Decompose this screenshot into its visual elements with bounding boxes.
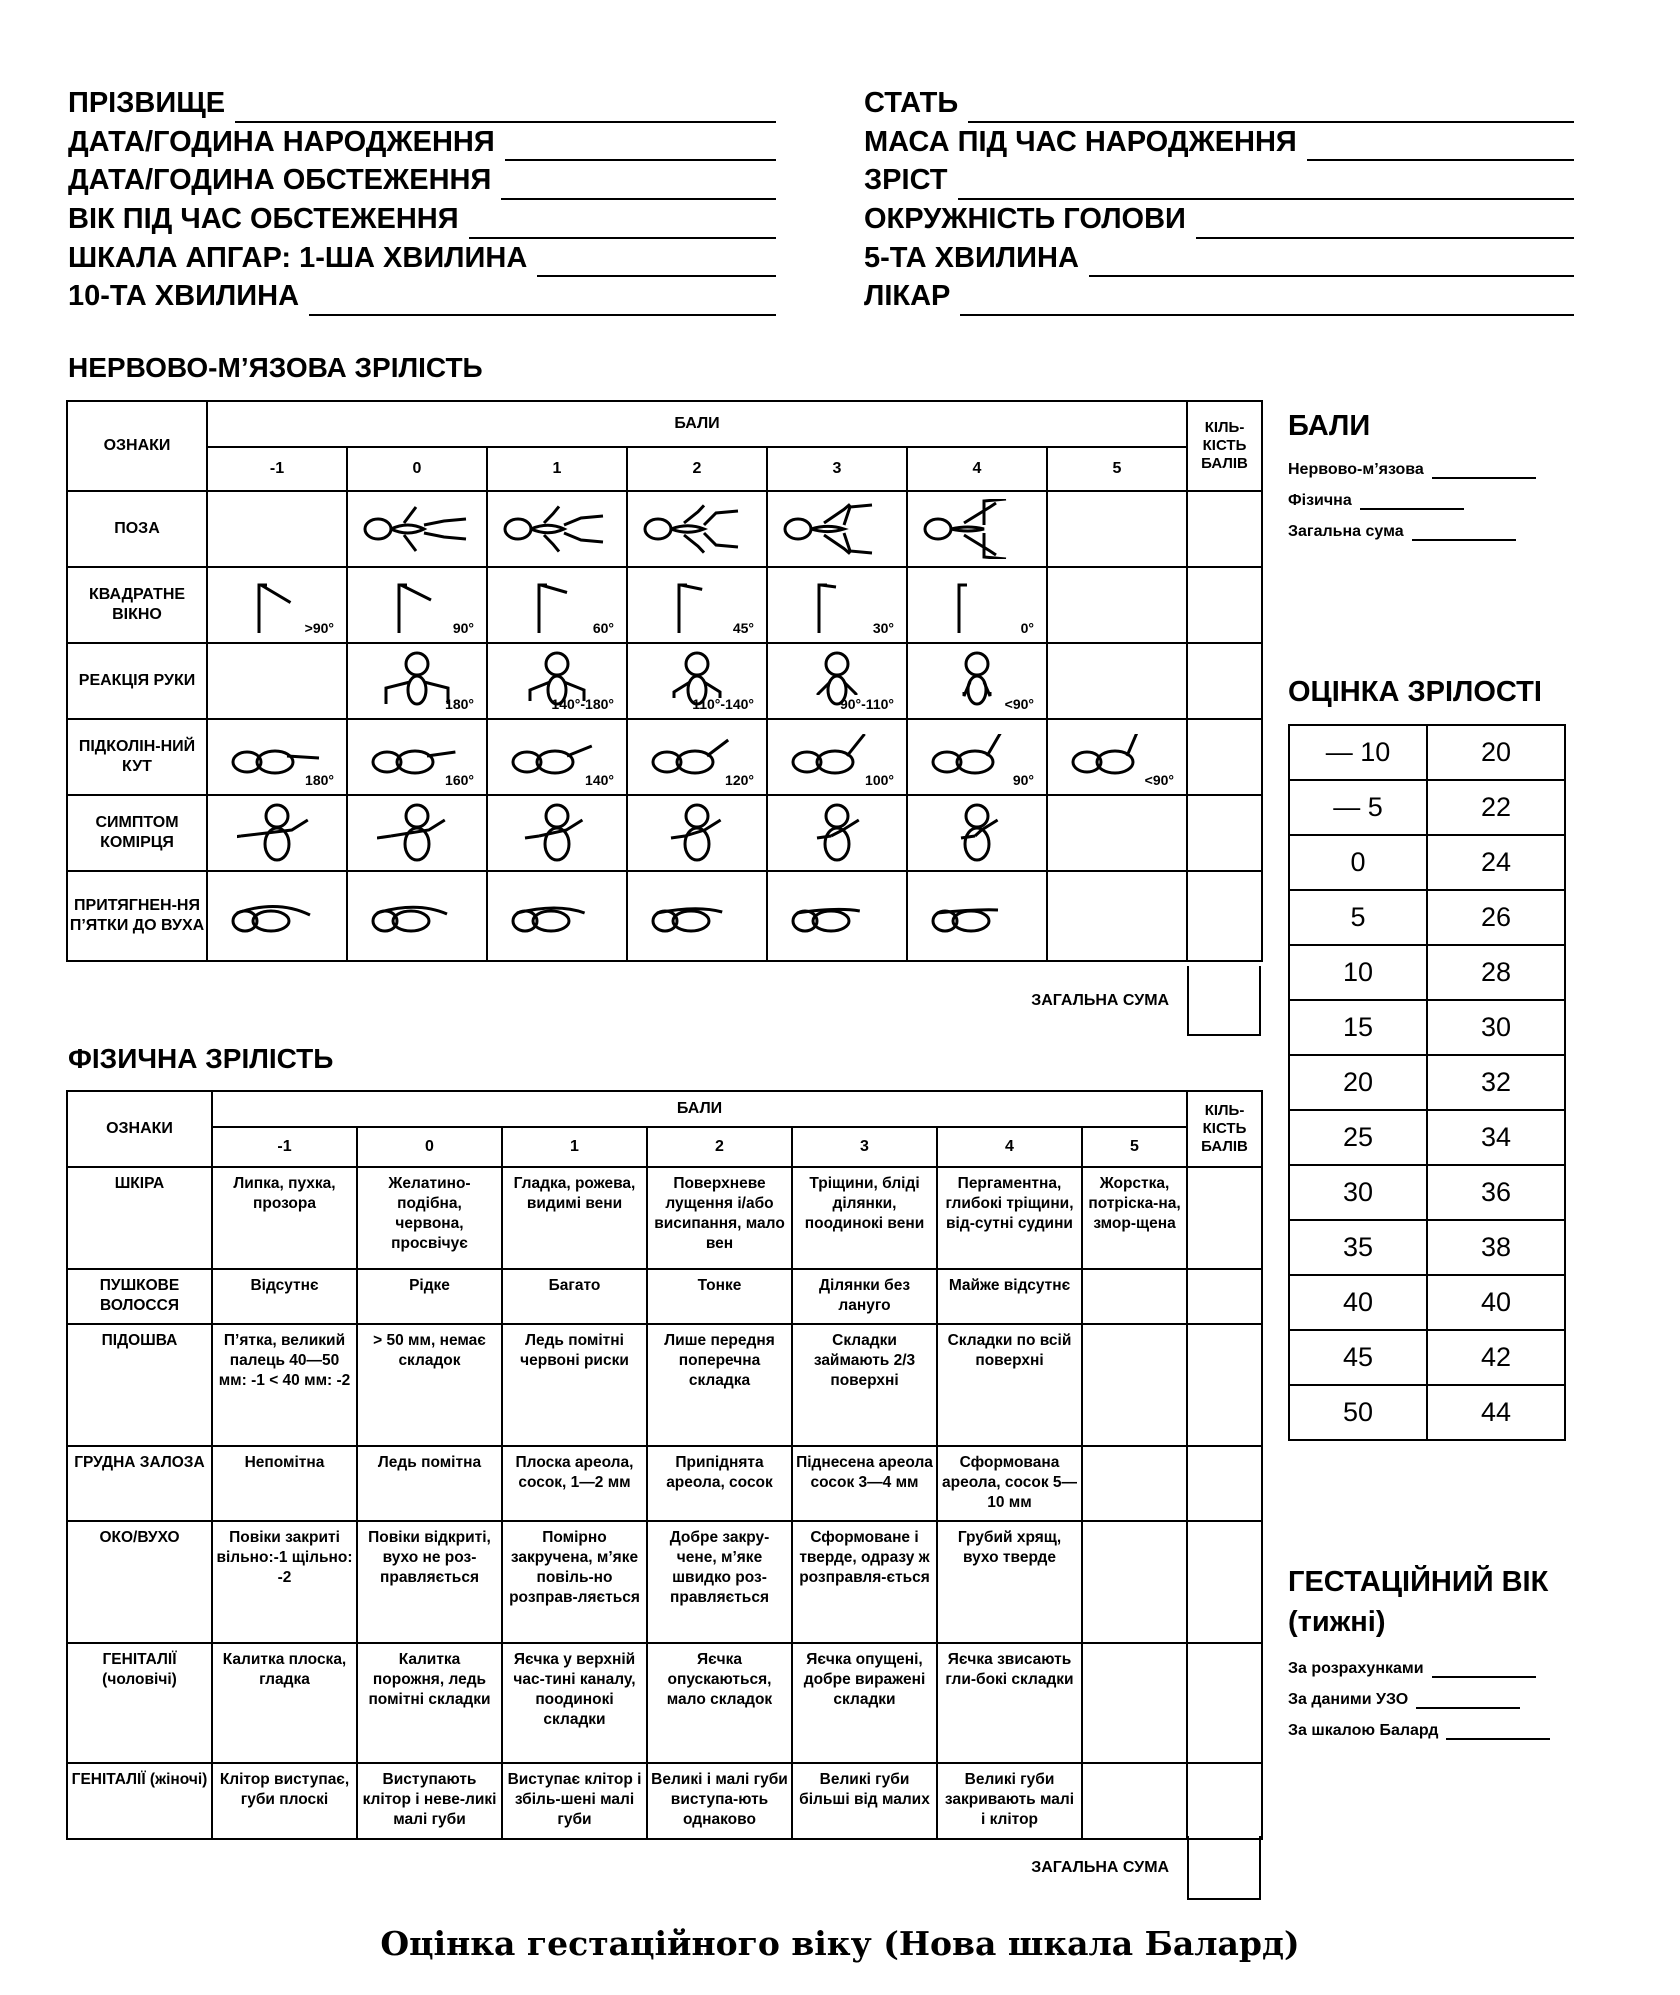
maturity-table	[1288, 724, 1566, 1441]
square-window-angle-label: 30°	[872, 620, 894, 636]
header-field-label: ДАТА/ГОДИНА НАРОДЖЕННЯ	[68, 125, 495, 158]
popliteal-angle-angle-label: 90°	[1012, 772, 1034, 788]
score-line-input[interactable]	[1432, 459, 1536, 479]
header-field-input[interactable]	[1196, 209, 1574, 239]
header-field	[68, 277, 776, 316]
physical-cell: Виступає клітор і збіль-шені малі губи	[502, 1763, 647, 1839]
header-field-label: ПРІЗВИЩЕ	[68, 86, 226, 119]
physical-score-box[interactable]	[1187, 1643, 1262, 1763]
header-field-input[interactable]	[501, 170, 776, 200]
neuro-cell	[907, 643, 1047, 719]
header-field-input[interactable]	[235, 93, 776, 123]
arm-recoil-angle-label: 110°-140°	[692, 696, 754, 712]
neuro-cell	[207, 491, 347, 567]
physical-count-label: КІЛЬ-КІСТЬ БАЛІВ	[1201, 1102, 1248, 1155]
neuro-cell	[767, 567, 907, 643]
physical-score-box[interactable]	[1187, 1521, 1262, 1643]
physical-cell: Багато	[502, 1269, 647, 1324]
header-field	[68, 161, 776, 200]
physical-cell: Складки займають 2/3 поверхні	[792, 1324, 937, 1446]
neuro-row-label: РЕАКЦІЯ РУКИ	[67, 643, 207, 719]
popliteal-angle-angle-label: 180°	[305, 772, 334, 788]
maturity-score: — 5	[1289, 780, 1427, 835]
physical-cell: Непомітна	[212, 1446, 357, 1521]
maturity-score: 15	[1289, 1000, 1427, 1055]
physical-cell	[1082, 1446, 1187, 1521]
ga-line	[1288, 1678, 1550, 1709]
physical-cell: Поверхневе лущення і/або висипання, мало вен	[647, 1167, 792, 1269]
physical-score-box[interactable]	[1187, 1324, 1262, 1446]
heel-to-ear-figure	[768, 891, 906, 941]
ga-lines	[1288, 1647, 1550, 1740]
physical-cell: П’ятка, великий палець 40—50 мм: -1 < 40 мм: -2	[212, 1324, 357, 1446]
heel-to-ear-figure	[908, 891, 1046, 941]
header-field-label: ШКАЛА АПГАР: 1-ША ХВИЛИНА	[68, 241, 528, 274]
neuro-total-label: ЗАГАЛЬНА СУМА	[1031, 992, 1170, 1009]
physical-total-row	[66, 1836, 1261, 1900]
physical-score-box[interactable]	[1187, 1763, 1262, 1839]
ga-line-label: За даними УЗО	[1288, 1691, 1409, 1708]
neuro-score-header: 4	[907, 447, 1047, 491]
neuro-cell	[347, 491, 487, 567]
neuro-score-header: 5	[1047, 447, 1187, 491]
physical-cell	[1082, 1324, 1187, 1446]
maturity-row	[1289, 1275, 1565, 1330]
physical-table	[66, 1090, 1263, 1840]
physical-score-header: 4	[937, 1127, 1082, 1167]
arm-recoil-angle-label: 180°	[445, 696, 474, 712]
popliteal-angle-angle-label: 100°	[865, 772, 894, 788]
neuro-cell	[487, 719, 627, 795]
maturity-score: 45	[1289, 1330, 1427, 1385]
physical-cell: Ледь помітні червоні риски	[502, 1324, 647, 1446]
maturity-row	[1289, 1385, 1565, 1440]
physical-row-label: ПУШКОВЕ ВОЛОССЯ	[67, 1269, 212, 1324]
maturity-score: — 10	[1289, 725, 1427, 780]
physical-cell: Повіки закриті вільно:-1 щільно: -2	[212, 1521, 357, 1643]
physical-cell: Відсутнє	[212, 1269, 357, 1324]
neuro-cell	[487, 643, 627, 719]
neuro-cell	[347, 795, 487, 871]
score-line-input[interactable]	[1360, 490, 1464, 510]
maturity-score: 0	[1289, 835, 1427, 890]
header-field-input[interactable]	[958, 170, 1574, 200]
header-field	[864, 84, 1574, 123]
physical-cell: Пергаментна, глибокі тріщини, від-сутні судини	[937, 1167, 1082, 1269]
physical-score-header: 1	[502, 1127, 647, 1167]
neuro-score-box[interactable]	[1187, 719, 1262, 795]
physical-cell: Рідке	[357, 1269, 502, 1324]
neuro-title: НЕРВОВО-М’ЯЗОВА ЗРІЛІСТЬ	[68, 352, 483, 383]
score-line-label: Загальна сума	[1288, 523, 1404, 540]
neuro-cell	[207, 567, 347, 643]
arm-recoil-angle-label: 140°-180°	[551, 696, 614, 712]
physical-score-header: 5	[1082, 1127, 1187, 1167]
physical-cell: Липка, пухка, прозора	[212, 1167, 357, 1269]
neuro-cell	[1047, 491, 1187, 567]
neuro-cell	[767, 719, 907, 795]
maturity-score: 40	[1289, 1275, 1427, 1330]
physical-score-box[interactable]	[1187, 1269, 1262, 1324]
neuro-cell	[207, 719, 347, 795]
maturity-row	[1289, 1220, 1565, 1275]
physical-cell: Великі губи більші від малих	[792, 1763, 937, 1839]
heel-to-ear-figure	[208, 891, 346, 941]
physical-score-box[interactable]	[1187, 1446, 1262, 1521]
physical-row-label: ГРУДНА ЗАЛОЗА	[67, 1446, 212, 1521]
score-line-label: Нервово-м’язова	[1288, 461, 1424, 478]
neuro-cell	[907, 871, 1047, 961]
maturity-score: 5	[1289, 890, 1427, 945]
header-field-input[interactable]	[960, 286, 1574, 316]
neuro-cell	[767, 795, 907, 871]
header-field-label: ОКРУЖНІСТЬ ГОЛОВИ	[864, 203, 1186, 236]
physical-cell: Ледь помітна	[357, 1446, 502, 1521]
neuro-score-box[interactable]	[1187, 567, 1262, 643]
scarf-sign-figure	[628, 800, 766, 866]
physical-score-header: 0	[357, 1127, 502, 1167]
physical-cell: Виступають клітор і неве-ликі малі губи	[357, 1763, 502, 1839]
neuro-cell	[207, 871, 347, 961]
maturity-score: 50	[1289, 1385, 1427, 1440]
physical-cell: Калитка порожня, ледь помітні складки	[357, 1643, 502, 1763]
maturity-row	[1289, 1330, 1565, 1385]
square-window-angle-label: >90°	[304, 620, 334, 636]
ga-line-input[interactable]	[1432, 1658, 1536, 1678]
ga-title: ГЕСТАЦІЙНИЙ ВІК	[1288, 1566, 1549, 1598]
physical-cell: Сформована ареола, сосок 5—10 мм	[937, 1446, 1082, 1521]
popliteal-angle-angle-label: 140°	[585, 772, 614, 788]
ga-subtitle: (тижні)	[1288, 1606, 1386, 1638]
header-field-input[interactable]	[309, 286, 776, 316]
neuro-score-header: 1	[487, 447, 627, 491]
neuro-cell	[907, 567, 1047, 643]
posture-figure	[768, 499, 906, 559]
ga-line-input[interactable]	[1416, 1689, 1520, 1709]
header-field	[68, 200, 776, 239]
neuro-row-label: ПОЗА	[67, 491, 207, 567]
physical-cell: > 50 мм, немає складок	[357, 1324, 502, 1446]
physical-cell: Гладка, рожева, видимі вени	[502, 1167, 647, 1269]
score-line	[1288, 448, 1536, 479]
physical-cell: Ділянки без лануго	[792, 1269, 937, 1324]
maturity-weeks: 22	[1427, 780, 1565, 835]
physical-cell: Калитка плоска, гладка	[212, 1643, 357, 1763]
maturity-weeks: 28	[1427, 945, 1565, 1000]
physical-title: ФІЗИЧНА ЗРІЛІСТЬ	[68, 1043, 334, 1074]
neuro-score-header: 2	[627, 447, 767, 491]
maturity-score: 35	[1289, 1220, 1427, 1275]
square-window-angle-label: 90°	[452, 620, 474, 636]
physical-cell: Сформоване і тверде, одразу ж розправля-ється	[792, 1521, 937, 1643]
neuro-cell	[347, 643, 487, 719]
scarf-sign-figure	[768, 800, 906, 866]
maturity-row	[1289, 890, 1565, 945]
physical-total-box[interactable]	[1187, 1836, 1261, 1900]
header-field-input[interactable]	[505, 131, 776, 161]
neuro-table	[66, 400, 1263, 962]
arm-recoil-angle-label: 90°-110°	[839, 696, 894, 712]
physical-cell	[1082, 1643, 1187, 1763]
physical-row-label: ОКО/ВУХО	[67, 1521, 212, 1643]
posture-figure	[348, 499, 486, 559]
header-field-input[interactable]	[1307, 131, 1574, 161]
neuro-row-label: ПРИТЯГНЕН-НЯ П’ЯТКИ ДО ВУХА	[67, 871, 207, 961]
maturity-row	[1289, 945, 1565, 1000]
neuro-score-box[interactable]	[1187, 871, 1262, 961]
neuro-row-label: КВАДРАТНЕ ВІКНО	[67, 567, 207, 643]
physical-cell: Желатино-подібна, червона, просвічує	[357, 1167, 502, 1269]
physical-cell: Жорстка, потріска-на, змор-щена	[1082, 1167, 1187, 1269]
maturity-row	[1289, 1000, 1565, 1055]
physical-cell	[1082, 1269, 1187, 1324]
neuro-total-row	[66, 966, 1261, 1036]
neuro-score-box[interactable]	[1187, 643, 1262, 719]
neuro-cell	[1047, 719, 1187, 795]
scarf-sign-figure	[348, 800, 486, 866]
maturity-weeks: 30	[1427, 1000, 1565, 1055]
header-field	[68, 123, 776, 162]
ga-line-input[interactable]	[1446, 1720, 1550, 1740]
physical-cell: Яєчка звисають гли-бокі складки	[937, 1643, 1082, 1763]
heel-to-ear-figure	[348, 891, 486, 941]
neuro-score-box[interactable]	[1187, 491, 1262, 567]
header-field	[68, 239, 776, 278]
physical-count-header	[1187, 1091, 1262, 1167]
popliteal-angle-angle-label: 160°	[445, 772, 474, 788]
maturity-score: 20	[1289, 1055, 1427, 1110]
posture-figure	[488, 499, 626, 559]
maturity-title: ОЦІНКА ЗРІЛОСТІ	[1288, 676, 1542, 708]
physical-cell: Припіднята ареола, сосок	[647, 1446, 792, 1521]
physical-cell: Складки по всій поверхні	[937, 1324, 1082, 1446]
header-field	[864, 277, 1574, 316]
maturity-weeks: 42	[1427, 1330, 1565, 1385]
physical-cell: Великі і малі губи виступа-ють однаково	[647, 1763, 792, 1839]
neuro-cell	[627, 719, 767, 795]
neuro-cell	[1047, 567, 1187, 643]
maturity-row	[1289, 780, 1565, 835]
neuro-cell	[907, 491, 1047, 567]
neuro-cell	[487, 795, 627, 871]
scarf-sign-figure	[208, 800, 346, 866]
header-field-label: ЗРІСТ	[864, 164, 948, 197]
neuro-count-header	[1187, 401, 1262, 491]
header-field-input[interactable]	[968, 93, 1574, 123]
physical-cell: Яєчка у верхній час-тині каналу, поодинокі складки	[502, 1643, 647, 1763]
physical-cell: Тонке	[647, 1269, 792, 1324]
posture-figure	[628, 499, 766, 559]
neuro-cell	[347, 567, 487, 643]
neuro-cell	[907, 719, 1047, 795]
scarf-sign-figure	[908, 800, 1046, 866]
side-scores-title: БАЛИ	[1288, 410, 1371, 442]
heel-to-ear-figure	[628, 891, 766, 941]
neuro-cell	[627, 567, 767, 643]
physical-row-label: ПІДОШВА	[67, 1324, 212, 1446]
header-field-input[interactable]	[469, 209, 776, 239]
header-field	[68, 84, 776, 123]
physical-score-header: 3	[792, 1127, 937, 1167]
physical-signs-header: ОЗНАКИ	[67, 1091, 212, 1167]
neuro-cell	[627, 795, 767, 871]
neuro-scores-header: БАЛИ	[207, 401, 1187, 447]
square-window-angle-label: 60°	[592, 620, 614, 636]
ga-line-label: За шкалою Балард	[1288, 1722, 1439, 1739]
physical-score-header: 2	[647, 1127, 792, 1167]
posture-figure	[908, 499, 1046, 559]
neuro-score-header: -1	[207, 447, 347, 491]
neuro-signs-header: ОЗНАКИ	[67, 401, 207, 491]
maturity-weeks: 36	[1427, 1165, 1565, 1220]
neuro-cell	[1047, 795, 1187, 871]
popliteal-angle-angle-label: 120°	[725, 772, 754, 788]
physical-cell: Клітор виступає, губи плоскі	[212, 1763, 357, 1839]
header-field	[864, 200, 1574, 239]
header-field	[864, 239, 1574, 278]
score-line-label: Фізична	[1288, 492, 1352, 509]
neuro-total-box[interactable]	[1187, 966, 1261, 1036]
header-field-label: ЛІКАР	[864, 280, 951, 313]
score-line	[1288, 479, 1536, 510]
physical-cell: Добре закру-чене, м’яке швидко роз-правляється	[647, 1521, 792, 1643]
physical-row-label: ГЕНІТАЛІЇ (чоловічі)	[67, 1643, 212, 1763]
maturity-row	[1289, 1055, 1565, 1110]
physical-cell	[1082, 1521, 1187, 1643]
maturity-weeks: 40	[1427, 1275, 1565, 1330]
header-field-input[interactable]	[1089, 247, 1574, 277]
maturity-weeks: 20	[1427, 725, 1565, 780]
ga-line-label: За розрахунками	[1288, 1660, 1424, 1677]
neuro-cell	[1047, 871, 1187, 961]
score-line	[1288, 510, 1536, 541]
neuro-count-label: КІЛЬ-КІСТЬ БАЛІВ	[1201, 419, 1248, 472]
neuro-cell	[767, 491, 907, 567]
side-score-lines	[1288, 448, 1536, 541]
heel-to-ear-figure	[488, 891, 626, 941]
neuro-score-header: 3	[767, 447, 907, 491]
physical-cell: Яєчка опущені, добре виражені складки	[792, 1643, 937, 1763]
square-window-angle-label: 45°	[732, 620, 754, 636]
header-field-label: ВІК ПІД ЧАС ОБСТЕЖЕННЯ	[68, 203, 459, 236]
maturity-row	[1289, 1110, 1565, 1165]
score-line-input[interactable]	[1412, 521, 1516, 541]
neuro-cell	[627, 491, 767, 567]
header-field	[864, 161, 1574, 200]
physical-cell: Повіки відкриті, вухо не роз-правляється	[357, 1521, 502, 1643]
physical-cell: Піднесена ареола сосок 3—4 мм	[792, 1446, 937, 1521]
neuro-cell	[487, 871, 627, 961]
maturity-row	[1289, 1165, 1565, 1220]
maturity-score: 25	[1289, 1110, 1427, 1165]
neuro-score-header: 0	[347, 447, 487, 491]
physical-row-label: ШКІРА	[67, 1167, 212, 1269]
neuro-score-box[interactable]	[1187, 795, 1262, 871]
physical-cell: Помірно закручена, м’яке повіль-но розправ-ляється	[502, 1521, 647, 1643]
neuro-cell	[627, 871, 767, 961]
maturity-score: 10	[1289, 945, 1427, 1000]
physical-cell: Грубий хрящ, вухо тверде	[937, 1521, 1082, 1643]
header-field	[864, 123, 1574, 162]
header-field-label: ДАТА/ГОДИНА ОБСТЕЖЕННЯ	[68, 164, 492, 197]
maturity-score: 30	[1289, 1165, 1427, 1220]
scarf-sign-figure	[488, 800, 626, 866]
physical-cell: Майже відсутнє	[937, 1269, 1082, 1324]
physical-scores-header: БАЛИ	[212, 1091, 1187, 1127]
header-field-label: СТАТЬ	[864, 86, 959, 119]
maturity-weeks: 38	[1427, 1220, 1565, 1275]
maturity-weeks: 44	[1427, 1385, 1565, 1440]
maturity-row	[1289, 835, 1565, 890]
popliteal-angle-angle-label: <90°	[1144, 772, 1175, 788]
neuro-cell	[627, 643, 767, 719]
maturity-weeks: 26	[1427, 890, 1565, 945]
physical-total-label: ЗАГАЛЬНА СУМА	[1031, 1859, 1170, 1876]
neuro-cell	[347, 871, 487, 961]
header-field-input[interactable]	[537, 247, 776, 277]
physical-score-header: -1	[212, 1127, 357, 1167]
ga-line	[1288, 1709, 1550, 1740]
neuro-cell	[767, 871, 907, 961]
neuro-row-label: ПІДКОЛІН-НИЙ КУТ	[67, 719, 207, 795]
maturity-weeks: 34	[1427, 1110, 1565, 1165]
physical-score-box[interactable]	[1187, 1167, 1262, 1269]
header-field-label: МАСА ПІД ЧАС НАРОДЖЕННЯ	[864, 125, 1297, 158]
neuro-cell	[347, 719, 487, 795]
physical-cell: Тріщини, бліді ділянки, поодинокі вени	[792, 1167, 937, 1269]
ga-line	[1288, 1647, 1550, 1678]
neuro-cell	[1047, 643, 1187, 719]
physical-row-label: ГЕНІТАЛІЇ (жіночі)	[67, 1763, 212, 1839]
maturity-weeks: 24	[1427, 835, 1565, 890]
physical-cell: Яєчка опускаються, мало складок	[647, 1643, 792, 1763]
arm-recoil-angle-label: <90°	[1004, 696, 1034, 712]
header-left-fields	[68, 84, 776, 316]
neuro-cell	[907, 795, 1047, 871]
physical-cell: Плоска ареола, сосок, 1—2 мм	[502, 1446, 647, 1521]
physical-cell: Великі губи закривають малі і клітор	[937, 1763, 1082, 1839]
square-window-angle-label: 0°	[1020, 620, 1034, 636]
header-field-label: 5-ТА ХВИЛИНА	[864, 241, 1079, 274]
maturity-weeks: 32	[1427, 1055, 1565, 1110]
physical-cell	[1082, 1763, 1187, 1839]
neuro-row-label: СИМПТОМ КОМІРЦЯ	[67, 795, 207, 871]
physical-cell: Лише передня поперечна складка	[647, 1324, 792, 1446]
neuro-cell	[487, 491, 627, 567]
header-right-fields	[864, 84, 1574, 316]
neuro-cell	[207, 795, 347, 871]
header-field-label: 10-ТА ХВИЛИНА	[68, 280, 300, 313]
neuro-cell	[487, 567, 627, 643]
maturity-row	[1289, 725, 1565, 780]
neuro-cell	[207, 643, 347, 719]
figure-caption: Оцінка гестаційного віку (Нова шкала Балард)	[380, 1924, 1300, 1963]
neuro-cell	[767, 643, 907, 719]
